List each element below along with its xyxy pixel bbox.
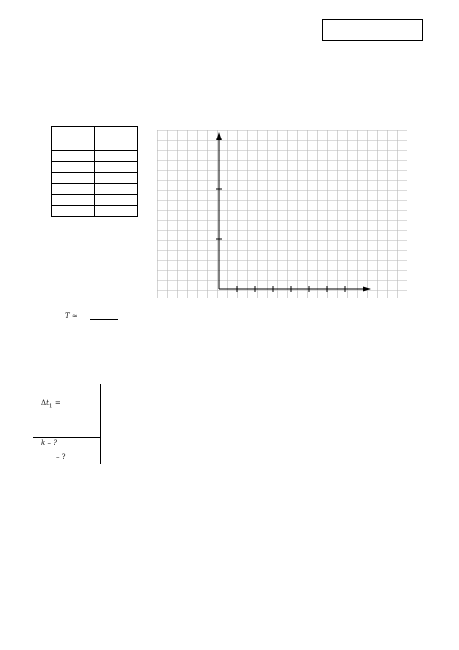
table-header-cell — [52, 127, 95, 151]
table-cell[interactable] — [52, 173, 95, 184]
table-header-cell — [95, 127, 138, 151]
measurement-table — [51, 126, 138, 217]
table-cell[interactable] — [95, 162, 138, 173]
table-row — [52, 206, 138, 217]
find-k-label: k – ? — [41, 439, 57, 447]
find-other-label: – ? — [56, 453, 66, 461]
table-cell[interactable] — [52, 184, 95, 195]
table-cell[interactable] — [95, 184, 138, 195]
period-label: T ≈ — [65, 312, 78, 320]
table-cell[interactable] — [95, 206, 138, 217]
delta-eq: = — [52, 399, 61, 407]
table-cell[interactable] — [52, 195, 95, 206]
delta-t1-label — [41, 399, 61, 409]
table-row — [52, 184, 138, 195]
answer-box[interactable] — [322, 19, 423, 41]
graph-paper[interactable] — [157, 130, 407, 298]
table-cell[interactable] — [95, 195, 138, 206]
table-cell[interactable] — [95, 173, 138, 184]
table-row — [52, 162, 138, 173]
grid-lines — [157, 130, 407, 298]
delta-var: t — [46, 399, 49, 407]
table-cell[interactable] — [95, 151, 138, 162]
table-cell[interactable] — [52, 151, 95, 162]
table-header-row — [52, 127, 138, 151]
table-row — [52, 151, 138, 162]
period-answer-blank[interactable] — [90, 319, 118, 320]
given-find-divider-horizontal — [33, 437, 100, 438]
delta-sub: 1 — [48, 403, 53, 410]
given-find-divider-vertical — [100, 384, 101, 464]
table-cell[interactable] — [52, 162, 95, 173]
table-cell[interactable] — [52, 206, 95, 217]
table-row — [52, 195, 138, 206]
table-row — [52, 173, 138, 184]
delta-symbol: Δ — [41, 399, 47, 407]
